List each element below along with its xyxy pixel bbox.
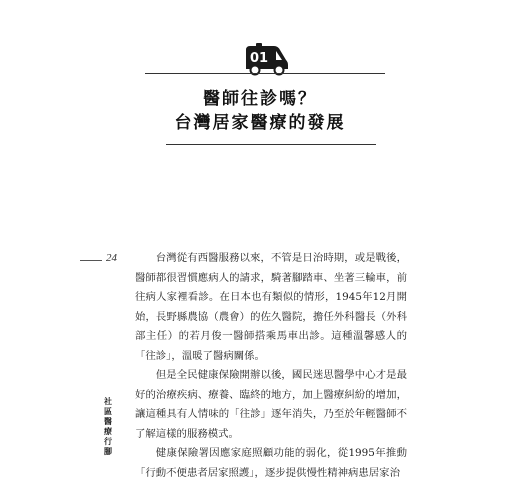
body-text	[135, 249, 407, 483]
paragraph: 但是全民健康保險開辦以後，國民迷思醫學中心才是最好的治療疾病、療養、臨終的地方，加上醫療糾紛的增加，讓這種具有人情味的「往診」逐年消失，乃至於年輕醫師不了解這樣的服務模式。	[135, 369, 407, 440]
chapter-title-line2: 台灣居家醫療的發展	[174, 113, 346, 133]
page-number-dash	[80, 260, 102, 261]
series-label: 社區醫療行腳	[104, 397, 112, 456]
page-number: 24	[106, 252, 117, 264]
paragraph: 台灣從有西醫服務以來，不管是日治時期，或是戰後，醫師都很習慣應病人的請求，騎著腳踏車、坐著三輪車，前往病人家裡看診。在日本也有類似的情形，1945年12月開始，長野縣農協（農會）的佐久醫院，擔任外科醫長（外科部主任）的若月俊一醫師搭乘馬車出診。這種溫馨感人的「往診」，溫暖了醫病關係。	[135, 252, 407, 362]
chapter-number: 01	[250, 51, 269, 66]
title-top-rule	[145, 73, 385, 74]
chapter-title-line1: 醫師往診嗎？	[203, 89, 317, 109]
chapter-badge	[244, 42, 290, 76]
paragraph: 健康保險署因應家庭照顧功能的弱化，從1995年推動「行動不便患者居家照護」，逐步提供慢性精神病患居家治	[135, 447, 407, 479]
title-bottom-rule	[166, 144, 376, 145]
